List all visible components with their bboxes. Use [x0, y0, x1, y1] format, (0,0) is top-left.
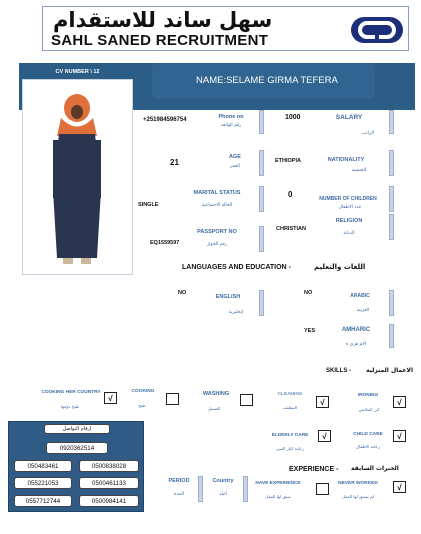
contact-title: ارقام التواصل	[44, 424, 110, 434]
passport-label-ar: رقم الجواز	[206, 242, 228, 247]
religion-divider	[389, 214, 394, 240]
skill-child-care-checkbox[interactable]: √	[393, 430, 406, 442]
cv-number: CV NUMBER \ 12	[55, 69, 100, 75]
experience-title	[289, 466, 338, 473]
children-label: NUMBER OF CHILDREN	[319, 196, 377, 202]
skill-washing-checkbox[interactable]	[240, 394, 253, 406]
skill-cooking-label-ar: طبخ	[138, 403, 146, 408]
arabic-label: ARABIC	[350, 293, 370, 299]
skills-title	[326, 368, 351, 374]
period-label: PERIOD	[168, 478, 190, 484]
age-label-ar: العمر	[230, 164, 240, 169]
marital-divider	[259, 186, 264, 212]
languages-title-sep: -	[288, 264, 291, 271]
skill-child-care-label: CHILD CARE	[353, 432, 383, 437]
contact-phone-5[interactable]: 0500461133	[79, 477, 139, 489]
experience-title-ar: الخبرات السابقة	[351, 465, 399, 472]
nationality-value: ETHIOPIA	[275, 158, 301, 164]
skill-elderly-care-label: ELDERLY CARE	[271, 433, 309, 438]
skill-washing-label: WASHING	[202, 391, 230, 397]
phone-label: Phone no	[218, 114, 244, 120]
salary-label: SALARY	[335, 114, 363, 121]
phone-label-ar: رقم الهاتف	[220, 123, 242, 128]
contact-phone-6[interactable]: 0557712744	[14, 495, 72, 507]
experience-title-en: EXPERIENCE	[289, 466, 335, 473]
passport-divider	[259, 226, 264, 252]
marital-label: MARITAL STATUS	[193, 190, 241, 196]
never-worked-checkbox[interactable]: √	[393, 481, 406, 493]
languages-title-ar: اللغات والتعليم	[314, 263, 366, 271]
arabic-divider	[389, 290, 394, 316]
skill-cleaning-label-ar: التنظيف	[283, 405, 297, 410]
skill-elderly-care-checkbox[interactable]: √	[318, 430, 331, 442]
amharic-label-ar: الام هري ة	[345, 342, 367, 347]
languages-title-en: LANGUAGES AND EDUCATION	[182, 264, 287, 271]
country-divider	[243, 476, 248, 502]
arabic-value: NO	[304, 290, 313, 296]
english-label: ENGLISH	[215, 294, 241, 300]
skill-cleaning-label: CLEANING	[277, 392, 303, 397]
skill-washing-label-ar: الغسيل	[207, 406, 221, 411]
skill-ironing-label-ar: كي الملابس	[358, 407, 380, 412]
religion-label: RELIGION	[335, 218, 363, 224]
age-label: AGE	[229, 154, 241, 160]
marital-value: SINGLE	[138, 202, 159, 208]
skill-cooking-country-label: COOKING HER COUNTRY	[41, 390, 101, 395]
company-banner	[42, 6, 409, 51]
passport-value: EQ1559597	[150, 240, 180, 246]
period-label-ar: المدة	[174, 492, 184, 497]
age-divider	[259, 150, 264, 176]
amharic-divider	[389, 324, 394, 348]
brand-arabic-name: سهل ساند للاستقدام	[53, 8, 273, 32]
candidate-name: NAME:SELAME GIRMA TEFERA	[152, 63, 375, 99]
contact-phone-1[interactable]: 0920362514	[46, 442, 108, 454]
children-value: 0	[288, 190, 293, 199]
have-experience-label-ar: سبق لها العمل	[265, 494, 291, 499]
skills-title-ar: الاعمال المنزلية	[366, 367, 414, 374]
marital-label-ar: الحالة الاجتماعية	[201, 203, 233, 208]
skill-cooking-country-checkbox[interactable]: √	[104, 392, 117, 404]
salary-divider	[389, 110, 394, 134]
english-divider	[259, 290, 264, 316]
skill-cooking-checkbox[interactable]	[166, 393, 179, 405]
skill-ironing-label: IRONING	[357, 393, 379, 398]
arabic-label-ar: العربية	[356, 308, 370, 313]
experience-title-sep: -	[336, 466, 339, 473]
english-label-ar: إنجليزية	[228, 310, 244, 315]
nationality-divider	[389, 150, 394, 176]
skill-ironing-checkbox[interactable]: √	[393, 396, 406, 408]
contact-phone-3[interactable]: 0500838028	[79, 460, 139, 472]
skill-cooking-label: COOKING	[131, 389, 155, 394]
never-worked-label-ar: لم يسبق لها العمل	[341, 494, 375, 499]
nationality-label: NATIONALITY	[327, 157, 365, 163]
salary-value: 1000	[285, 114, 301, 121]
languages-title	[182, 264, 291, 271]
religion-label-ar: الديانة	[343, 231, 355, 236]
nationality-label-ar: الجنسيه	[351, 168, 367, 173]
skills-title-sep: -	[349, 368, 352, 374]
passport-label: PASSPORT NO	[197, 229, 237, 235]
country-label-ar: البلد	[219, 492, 227, 497]
children-divider	[389, 186, 394, 212]
amharic-value: YES	[304, 328, 316, 334]
children-label-ar: عدد الاطفال	[338, 205, 362, 210]
contact-phone-2[interactable]: 050483461	[14, 460, 72, 472]
skill-elderly-care-label-ar: رعاية كبار السن	[276, 446, 304, 451]
period-divider	[198, 476, 203, 502]
have-experience-checkbox[interactable]	[316, 483, 329, 495]
religion-value: CHRISTIAN	[276, 226, 306, 232]
person-figure-icon	[23, 80, 132, 274]
skill-cooking-country-label-ar: طبخ دولتها	[60, 404, 80, 409]
amharic-label: AMHARIC	[341, 327, 371, 333]
candidate-photo	[22, 79, 133, 275]
phone-divider	[259, 110, 264, 134]
age-value: 21	[170, 158, 179, 167]
skill-cleaning-checkbox[interactable]: √	[316, 396, 329, 408]
never-worked-label: NEVER WORKED	[338, 481, 378, 486]
phone-value: +251984596754	[143, 117, 187, 123]
skill-child-care-label-ar: رعاية الاطفال	[356, 444, 380, 449]
contact-phone-7[interactable]: 0500984141	[79, 495, 139, 507]
company-logo-icon	[349, 13, 405, 47]
have-experience-label: HAVE EXPERIENCE	[255, 481, 301, 486]
contact-box	[8, 421, 144, 512]
brand-english-name: SAHL SANED RECRUITMENT	[51, 32, 269, 49]
english-value: NO	[178, 290, 187, 296]
country-label: Country	[212, 478, 234, 484]
skills-title-en: SKILLS	[326, 368, 348, 374]
salary-label-ar: الراتب	[361, 131, 375, 136]
contact-phone-4[interactable]: 055221053	[14, 477, 72, 489]
